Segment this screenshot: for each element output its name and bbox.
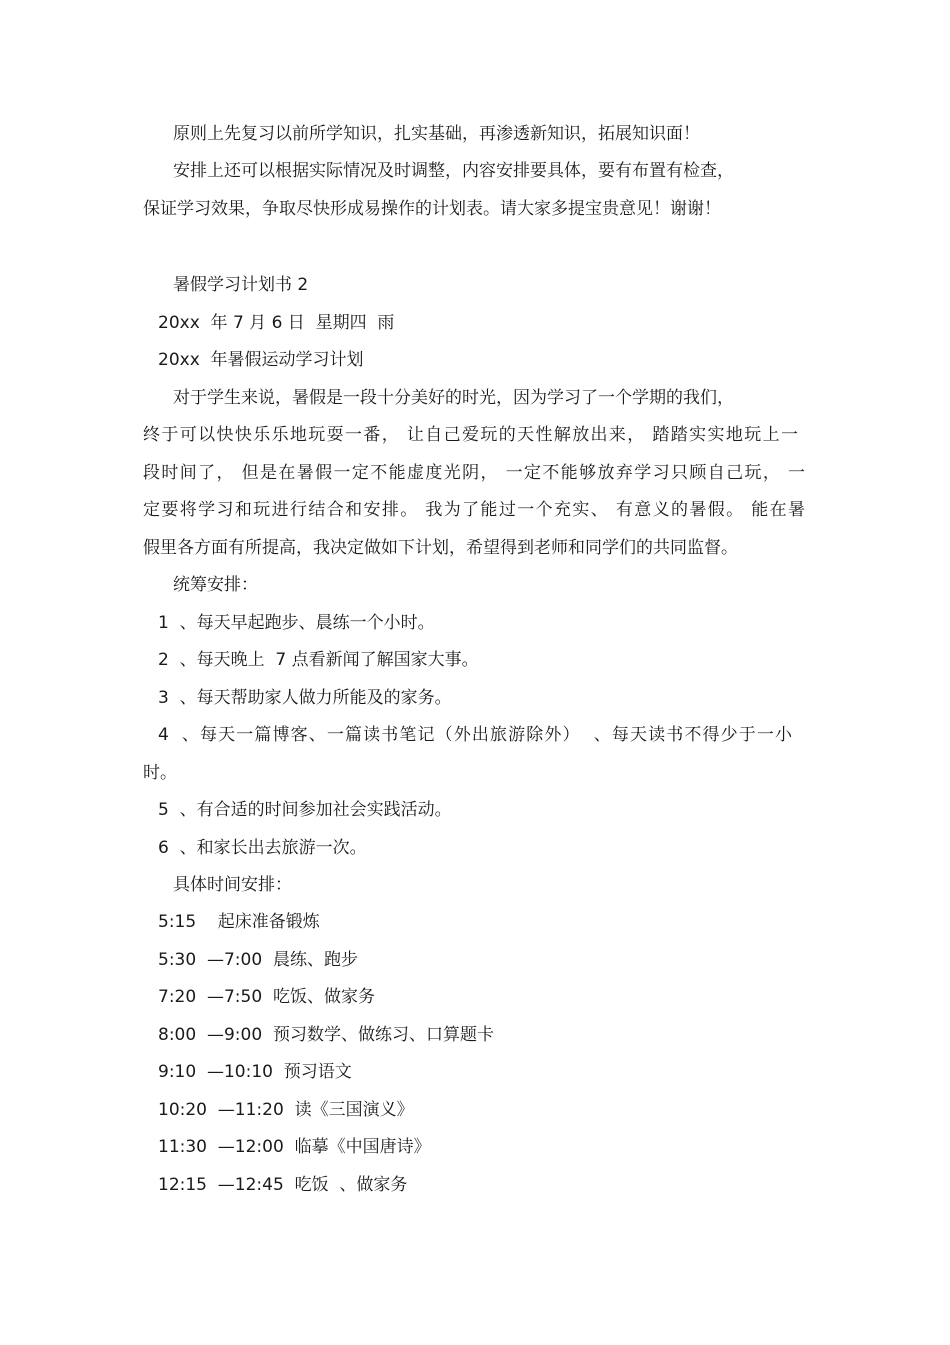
body-paragraph-line-5: 假里各方面有所提高，我决定做如下计划，希望得到老师和同学们的共同监督。 bbox=[143, 538, 738, 558]
overall-item: 3 、每天帮助家人做力所能及的家务。 bbox=[158, 688, 452, 708]
intro-line-2: 安排上还可以根据实际情况及时调整，内容安排要具体，要有布置有检查， bbox=[173, 161, 734, 181]
overall-item: 5 、有合适的时间参加社会实践活动。 bbox=[158, 800, 452, 820]
overall-item: 4 、每天一篇博客、一篇读书笔记（外出旅游除外） 、每天读书不得少于一小 bbox=[158, 725, 792, 745]
schedule-item: 11:30 —12:00 临摹《中国唐诗》 bbox=[158, 1137, 431, 1157]
body-paragraph-line-1: 对于学生来说，暑假是一段十分美好的时光，因为学习了一个学期的我们， bbox=[173, 388, 734, 408]
body-paragraph-line-2: 终于可以快快乐乐地玩耍一番， 让自己爱玩的天性解放出来， 踏踏实实地玩上一 bbox=[143, 425, 798, 445]
intro-line-3: 保证学习效果，争取尽快形成易操作的计划表。请大家多提宝贵意见！谢谢！ bbox=[143, 199, 721, 219]
intro-line-1: 原则上先复习以前所学知识，扎实基础，再渗透新知识，拓展知识面！ bbox=[173, 124, 700, 144]
overall-heading: 统筹安排： bbox=[173, 575, 258, 595]
schedule-item: 10:20 —11:20 读《三国演义》 bbox=[158, 1100, 414, 1120]
section-subtitle: 20xx 年暑假运动学习计划 bbox=[158, 350, 364, 370]
section-title: 暑假学习计划书 2 bbox=[173, 275, 309, 295]
overall-item: 6 、和家长出去旅游一次。 bbox=[158, 838, 367, 858]
body-paragraph-line-3: 段时间了， 但是在暑假一定不能虚度光阴， 一定不能够放弃学习只顾自己玩， 一 bbox=[143, 463, 805, 483]
date-line: 20xx 年 7 月 6 日 星期四 雨 bbox=[158, 313, 395, 333]
body-paragraph-line-4: 定要将学习和玩进行结合和安排。 我为了能过一个充实、 有意义的暑假。 能在暑 bbox=[143, 500, 805, 520]
overall-item-continuation: 时。 bbox=[143, 763, 177, 783]
schedule-item: 5:30 —7:00 晨练、跑步 bbox=[158, 950, 358, 970]
schedule-item: 7:20 —7:50 吃饭、做家务 bbox=[158, 987, 375, 1007]
schedule-item: 8:00 —9:00 预习数学、做练习、口算题卡 bbox=[158, 1025, 494, 1045]
overall-item: 1 、每天早起跑步、晨练一个小时。 bbox=[158, 613, 435, 633]
schedule-heading: 具体时间安排： bbox=[173, 875, 292, 895]
schedule-item: 12:15 —12:45 吃饭 、做家务 bbox=[158, 1175, 408, 1195]
schedule-item: 9:10 —10:10 预习语文 bbox=[158, 1062, 352, 1082]
overall-item: 2 、每天晚上 7 点看新闻了解国家大事。 bbox=[158, 650, 479, 670]
schedule-item: 5:15 起床准备锻炼 bbox=[158, 912, 320, 932]
